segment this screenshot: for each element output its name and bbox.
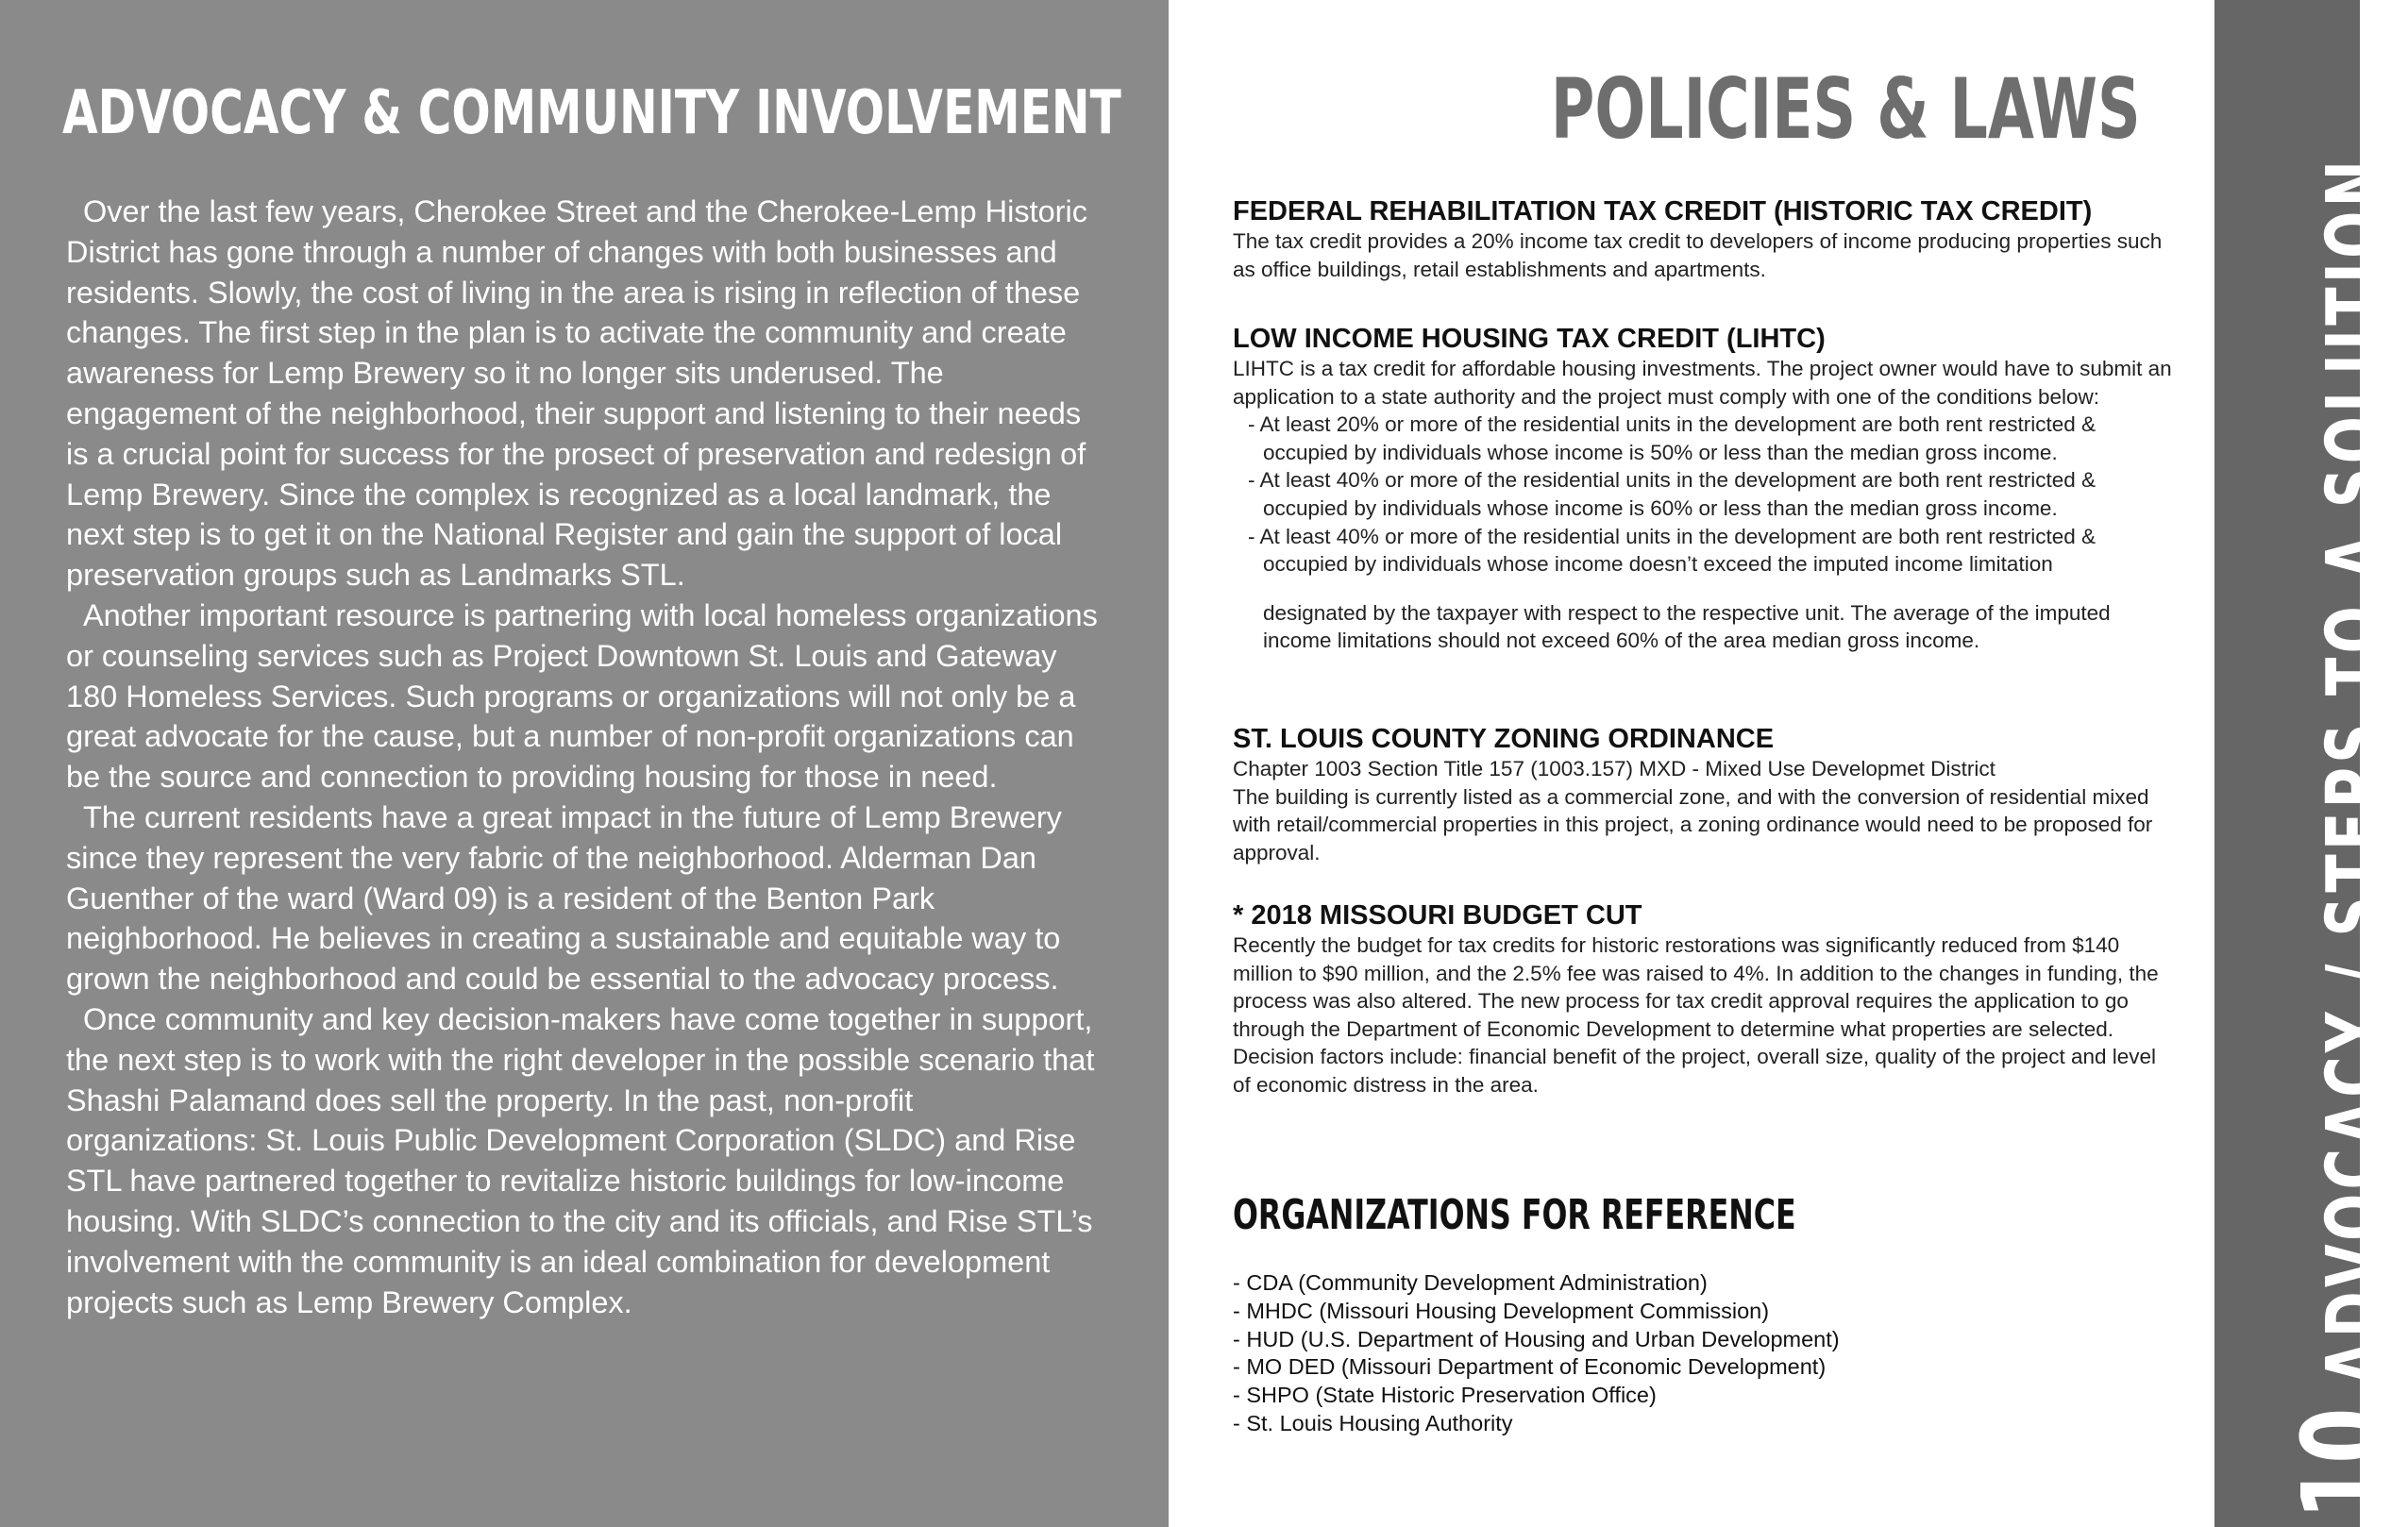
zoning-chapter: Chapter 1003 Section Title 157 (1003.157) MXD - Mixed Use Developmet District: [1233, 757, 1995, 780]
advocacy-paragraph: Over the last few years, Cherokee Street and the Cherokee-Lemp Historic District has gone through a number of changes with both businesses and residents. Slowly, the cost of living in the area is rising in reflection of these changes. The first step in the plan is to activate the community and create awareness for Lemp Brewery so it no longer sits underused. The engagement of the neighborhood, their support and listening to their needs is a crucial point for success for the prosect of preservation and redesign of Lemp Brewery. Since the complex is recognized as a local landmark, the next step is to get it on the National Register and gain the support of local preservation groups such as Landmarks STL.: [66, 194, 1087, 593]
federal-tax-credit-text: The tax credit provides a 20% income tax credit to developers of income producing properties such as office buildings, retail establishments and apartments.: [1233, 229, 2163, 281]
lihtc-section: [1233, 323, 2177, 655]
lihtc-conditions: [1233, 411, 2177, 579]
chapter-label: [2278, 156, 2408, 1519]
budget-section: [1233, 899, 2177, 1099]
organization-item: - St. Louis Housing Authority: [1233, 1410, 1513, 1435]
budget-text: Recently the budget for tax credits for historic restorations was significantly reduced from $140 million to $90 million, and the 2.5% fee was raised to 4%. In addition to the changes in funding, the process was also altered. The new process for tax credit approval requires the application to go through the Department of Economic Development to determine what properties are selected. Decision factors include: financial benefit of the project, overall size, quality of the project and level of economic distress in the area.: [1233, 933, 2159, 1097]
federal-tax-credit-section: [1233, 195, 2177, 283]
policies-title: POLICIES & LAWS: [1551, 60, 2141, 158]
organization-item: - MHDC (Missouri Housing Development Commission): [1233, 1298, 1770, 1323]
lihtc-text: LIHTC is a tax credit for affordable housing investments. The project owner would have to submit an application to a state authority and the project must comply with one of the conditions below:: [1233, 357, 2172, 409]
lihtc-condition: - At least 20% or more of the residential units in the development are both rent restricted & occupied by individuals whose income is 50% or less than the median gross income.: [1248, 412, 2096, 464]
organization-item: - CDA (Community Development Administration): [1233, 1270, 1708, 1295]
advocacy-paragraph: Once community and key decision-makers have come together in support, the next step is to work with the right developer in the possible scenario that Shashi Palamand does sell the property. In the past, non-profit organizations: St. Louis Public Development Corporation (SLDC) and Rise STL have partnered together to revitalize historic buildings for low-income housing. With SLDC’s connection to the city and its officials, and Rise STL’s involvement with the community is an ideal combination for development projects such as Lemp Brewery Complex.: [66, 1001, 1095, 1319]
lihtc-continuation: designated by the taxpayer with respect to the respective unit. The average of the imputed income limitations should not exceed 60% of the area median gross income.: [1263, 600, 2111, 653]
chapter-title: ADVOCACY / STEPS TO A SOLUTION: [2311, 156, 2400, 1385]
advocacy-panel: [0, 0, 1169, 1527]
organizations-title: ORGANIZATIONS FOR REFERENCE: [1233, 1191, 1796, 1239]
advocacy-paragraph: Another important resource is partnering with local homeless organizations or counseling services such as Project Downtown St. Louis and Gateway 180 Homeless Services. Such programs or organizations will not only be a great advocate for the cause, but a number of non-profit organizations can be the source and connection to providing housing for those in need.: [66, 597, 1098, 795]
zoning-heading: ST. LOUIS COUNTY ZONING ORDINANCE: [1233, 724, 1775, 754]
lihtc-condition: - At least 40% or more of the residential units in the development are both rent restricted & occupied by individuals whose income doesn’t exceed the imputed income limitation: [1248, 524, 2096, 577]
budget-heading: * 2018 MISSOURI BUDGET CUT: [1233, 900, 1642, 931]
chapter-sidebar: [2214, 0, 2408, 1527]
zoning-section: [1233, 723, 2177, 866]
organizations-list: [1233, 1269, 1840, 1438]
lihtc-heading: LOW INCOME HOUSING TAX CREDIT (LIHTC): [1233, 324, 1826, 354]
organization-item: - MO DED (Missouri Department of Economic Development): [1233, 1354, 1827, 1380]
page-number: 10: [2278, 1407, 2408, 1519]
advocacy-body: [66, 192, 1104, 1322]
federal-tax-credit-heading: FEDERAL REHABILITATION TAX CREDIT (HISTORIC TAX CREDIT): [1233, 196, 2093, 227]
advocacy-paragraph: The current residents have a great impact in the future of Lemp Brewery since they represent the very fabric of the neighborhood. Alderman Dan Guenther of the ward (Ward 09) is a resident of the Benton Park neighborhood. He believes in creating a sustainable and equitable way to grown the neighborhood and could be essential to the advocacy process.: [66, 799, 1062, 997]
lihtc-condition: - At least 40% or more of the residential units in the development are both rent restricted & occupied by individuals whose income is 60% or less than the median gross income.: [1248, 468, 2096, 520]
policies-panel: [1169, 0, 2214, 1527]
advocacy-title: ADVOCACY & COMMUNITY INVOLVEMENT: [62, 78, 1121, 148]
organization-item: - SHPO (State Historic Preservation Office): [1233, 1383, 1657, 1408]
organization-item: - HUD (U.S. Department of Housing and Urban Development): [1233, 1326, 1840, 1351]
zoning-text: The building is currently listed as a commercial zone, and with the conversion of residential mixed with retail/commercial properties in this project, a zoning ordinance would need to be proposed for approval.: [1233, 784, 2153, 864]
